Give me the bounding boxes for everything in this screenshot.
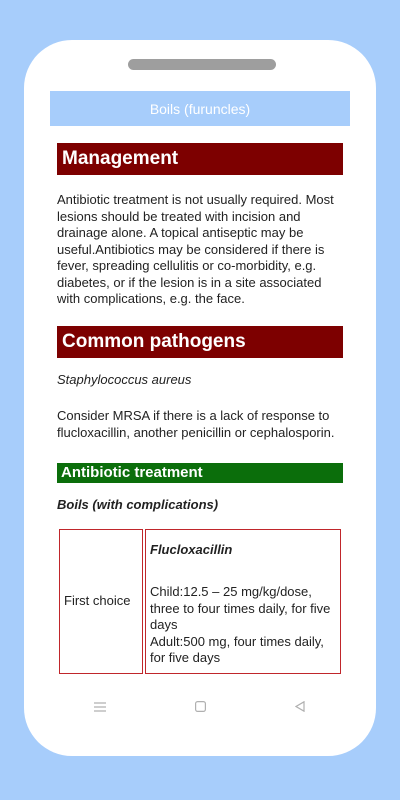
choice-cell — [59, 529, 143, 674]
system-nav-bar — [50, 690, 350, 724]
menu-icon[interactable] — [70, 700, 130, 715]
pathogens-heading: Common pathogens — [57, 326, 343, 358]
management-heading: Management — [57, 143, 343, 175]
mrsa-note: Consider MRSA if there is a lack of response to flucloxacillin, another penicillin or cephalosporin. — [57, 408, 335, 440]
treatment-table — [57, 527, 343, 676]
back-triangle-icon[interactable] — [270, 700, 330, 715]
app-title: Boils (furuncles) — [149, 100, 251, 117]
app-bar — [50, 91, 350, 126]
app-screen — [50, 91, 350, 688]
phone-speaker — [128, 59, 276, 70]
antibiotic-subheading: Boils (with complications) — [57, 497, 219, 512]
child-dose: Child:12.5 – 25 mg/kg/dose, three to four times daily, for five days — [150, 584, 331, 632]
home-square-icon[interactable] — [170, 700, 230, 715]
drug-cell — [145, 529, 341, 674]
adult-dose: Adult:500 mg, four times daily, for five days — [150, 633, 324, 665]
page-content[interactable] — [50, 126, 350, 676]
management-text: Antibiotic treatment is not usually required. Most lesions should be treated with incision and drainage alone. A topical antiseptic may be useful.Antibiotics may be considered if there is fever, spreading cellulitis or co-morbidity, e.g. diabetes, or if the lesion is in a site associated with complications, e.g. the face. — [57, 192, 334, 306]
drug-name: Flucloxacillin — [150, 541, 233, 557]
choice-label: First choice — [64, 592, 131, 608]
antibiotic-heading: Antibiotic treatment — [57, 463, 343, 483]
table-row — [59, 529, 341, 674]
pathogen-organism: Staphylococcus aureus — [57, 371, 192, 387]
